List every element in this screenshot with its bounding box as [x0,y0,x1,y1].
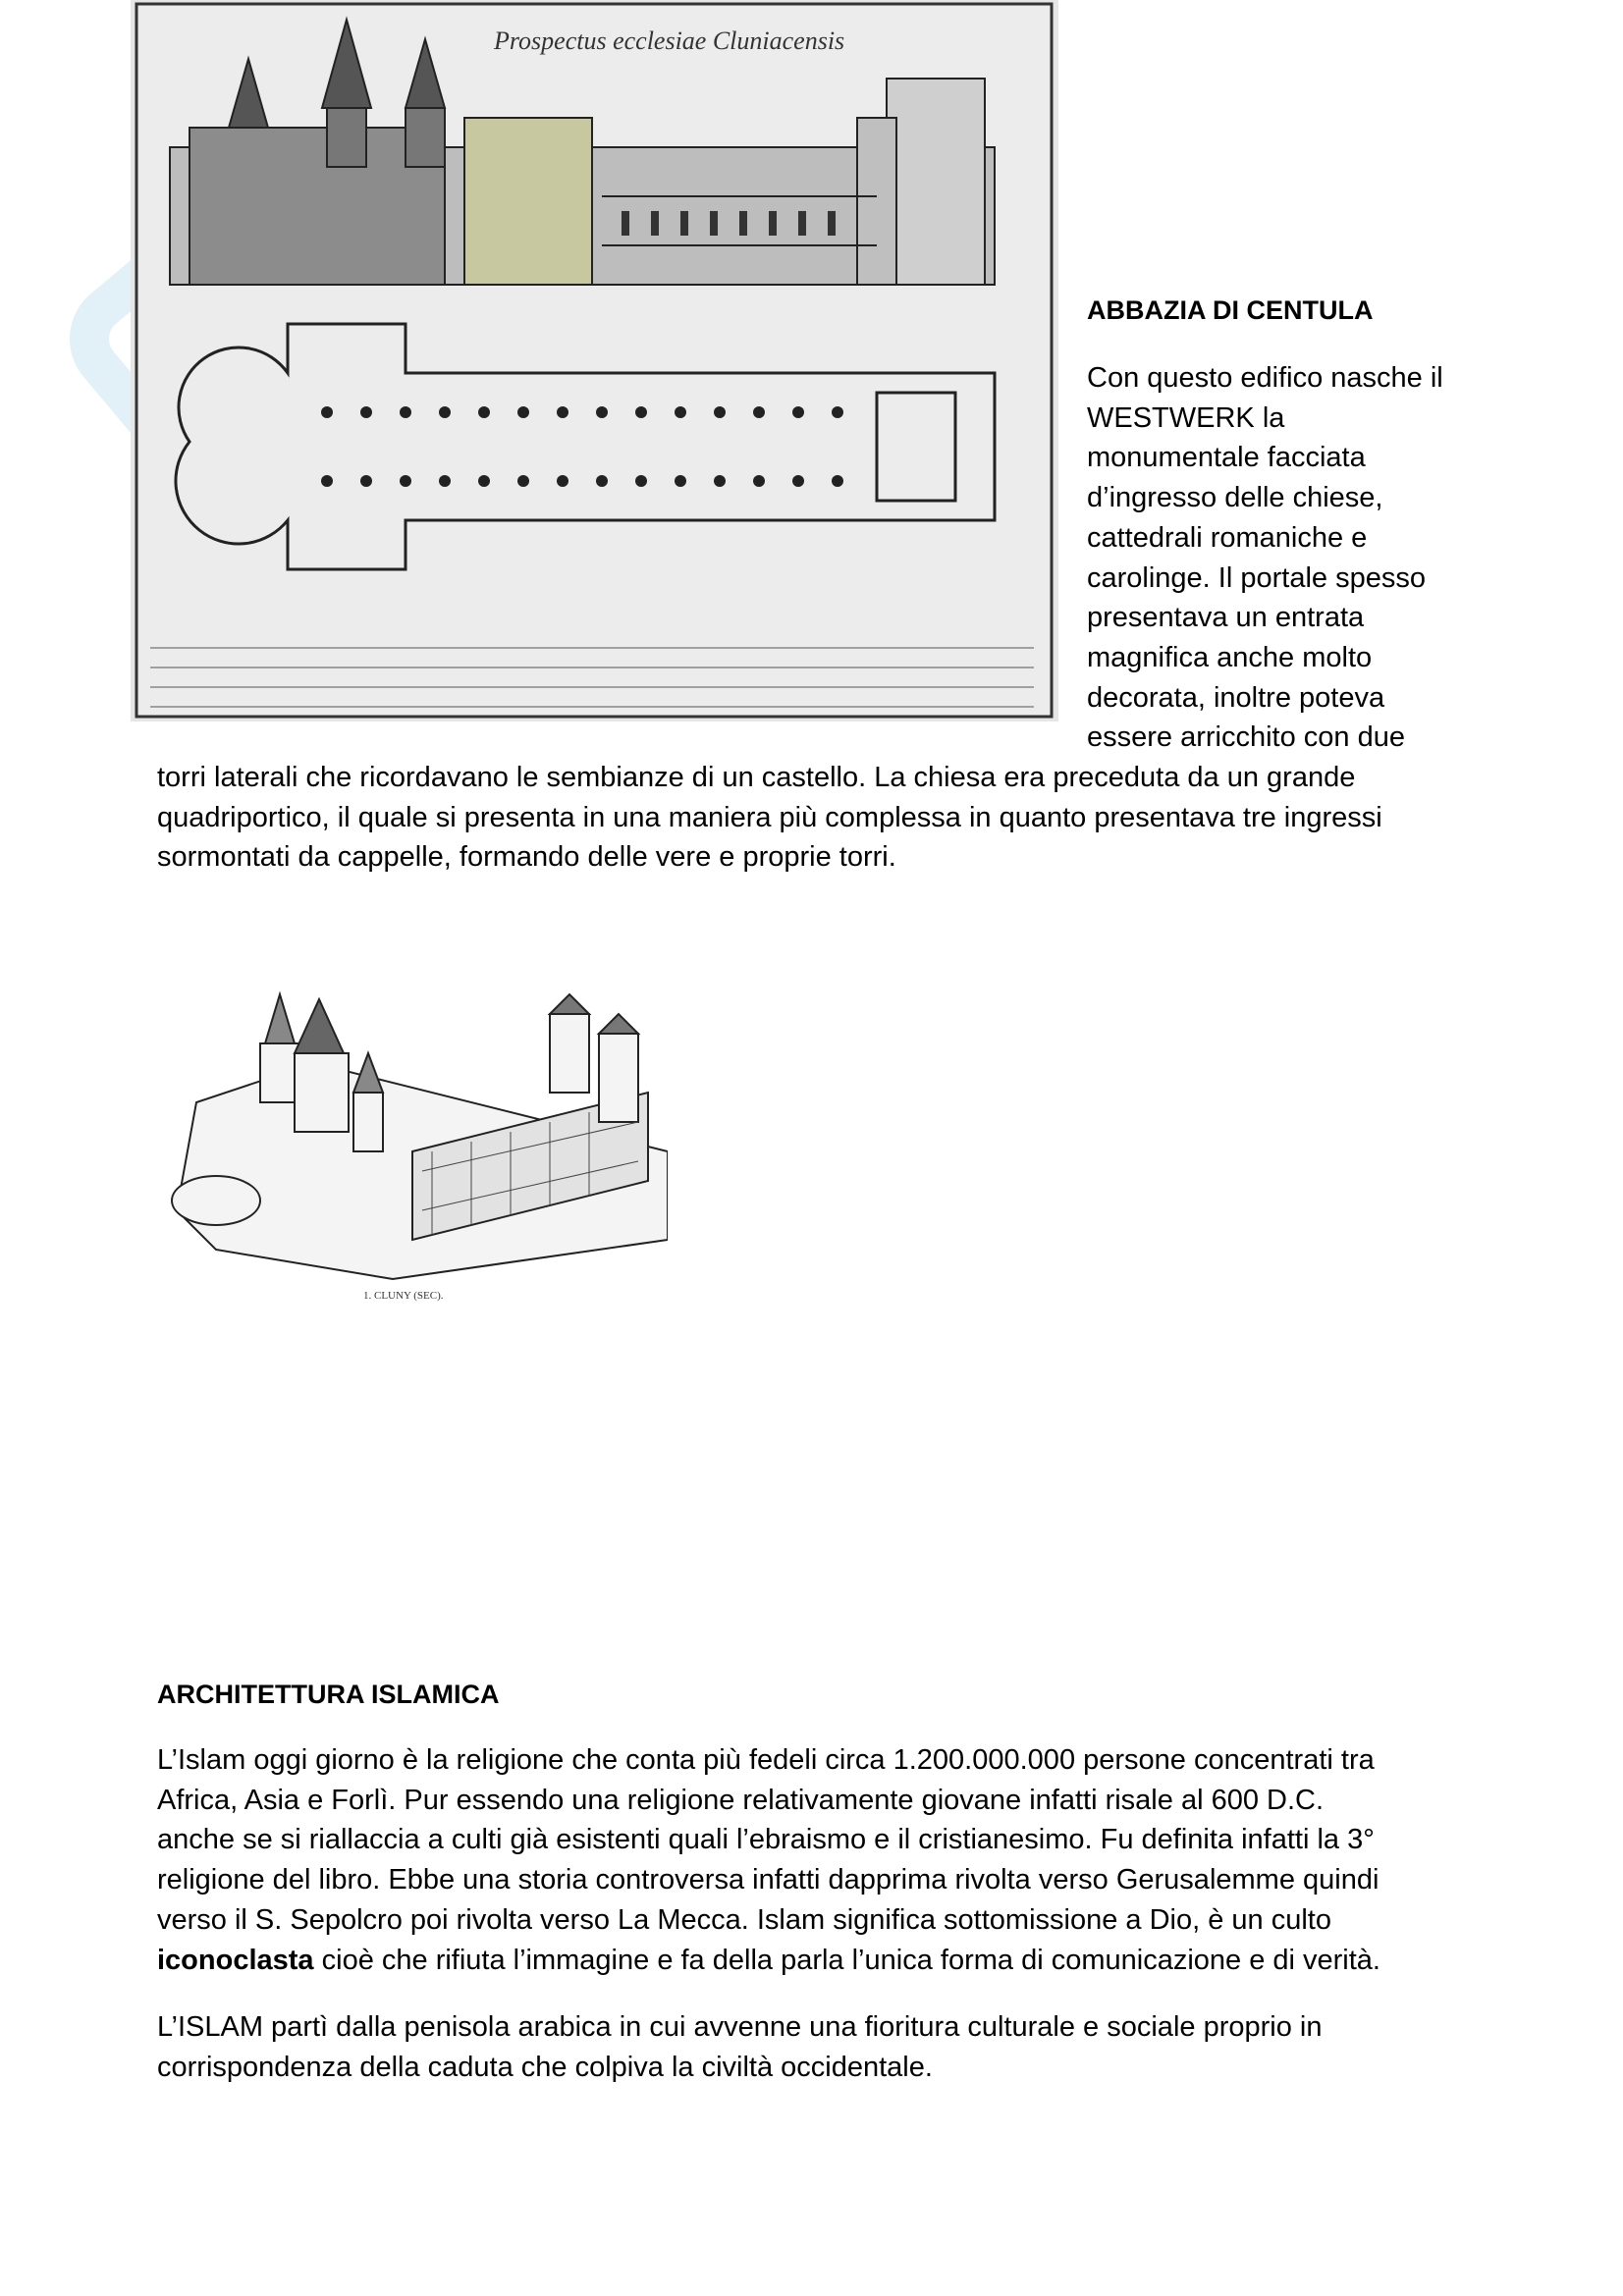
section-title-abbazia: ABBAZIA DI CENTULA [1087,295,1374,325]
engraving-caption: Prospectus ecclesiae Cluniacensis [494,27,845,55]
bold-term: iconoclasta [157,1944,314,1976]
text-line: decorata, inoltre poteva [1087,681,1385,714]
text-line: sormontati da cappelle, formando delle vere e proprie torri. [157,841,896,874]
text-line: Con questo edifico nasche il [1087,362,1443,394]
text-line: carolinge. Il portale spesso [1087,561,1426,594]
drawing-caption: 1. CLUNY (SEC). [363,1290,444,1302]
paragraph-islam-2 [157,2007,1473,2087]
paragraph-continuation [157,758,1473,878]
abbey-plan-engraving [131,0,1058,721]
text-line: religione del libro. Ebbe una storia controversa infatti dapprima rivolta verso Gerusalemme quindi [157,1864,1380,1896]
text-line: WESTWERK la [1087,401,1285,434]
text-line: verso il S. Sepolcro poi rivolta verso La Mecca. Islam significa sottomissione a Dio, è un culto [157,1903,1331,1936]
text-line: corrispondenza della caduta che colpiva la civiltà occidentale. [157,2051,933,2083]
text-line: quadriportico, il quale si presenta in una maniera più complessa in quanto presentava tre ingressi [157,801,1382,833]
wrapped-paragraph [1087,358,1480,758]
text-line: L’ISLAM partì dalla penisola arabica in cui avvenne una fioritura culturale e sociale proprio in [157,2011,1323,2043]
text-line: presentava un entrata [1087,602,1365,634]
text-line: d’ingresso delle chiese, [1087,482,1383,514]
section-title-islamica: ARCHITETTURA ISLAMICA [157,1680,500,1709]
text-line: monumentale facciata [1087,442,1366,474]
text-line: L’Islam oggi giorno è la religione che conta più fedeli circa 1.200.000.000 persone concentrati tra [157,1744,1375,1776]
text-line: essere arricchito con due [1087,721,1405,754]
paragraph-islam-1 [157,1740,1473,1980]
cluny-abbey-drawing [157,985,668,1308]
text-line: magnifica anche molto [1087,641,1373,673]
text-line: anche se si riallaccia a culti già esistenti quali l’ebraismo e il cristianesimo. Fu definita infatti la 3° [157,1824,1375,1856]
text-line: Africa, Asia e Forlì. Pur essendo una religione relativamente giovane infatti risale al 600 D.C. [157,1784,1325,1816]
text-line [157,1941,1473,1981]
text-line: torri laterali che ricordavano le sembianze di un castello. La chiesa era preceduta da un grande [157,762,1356,793]
text-fragment: cioè che rifiuta l’immagine e fa della parla l’unica forma di comunicazione e di verità. [313,1944,1380,1976]
text-line: cattedrali romaniche e [1087,521,1368,554]
